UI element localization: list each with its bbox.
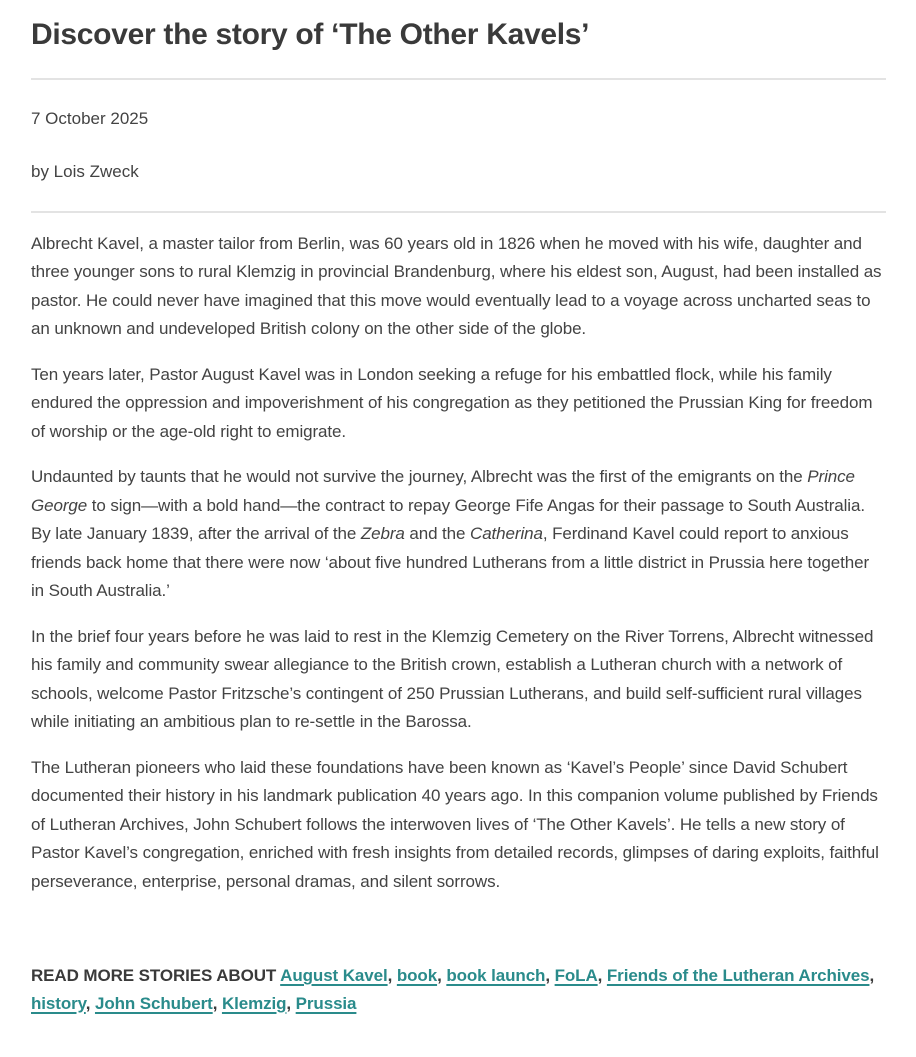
italic-text: Prince George <box>31 467 855 515</box>
paragraph <box>31 754 886 897</box>
tag-link[interactable]: John Schubert <box>94 993 213 1013</box>
article-date: 7 October 2025 <box>31 108 149 128</box>
article-byline: by Lois Zweck <box>31 161 139 181</box>
tag-list: August Kavel, book, book launch, FoLA, Friends of the Lutheran Archives, history, John Schubert, Klemzig, Prussia <box>31 966 875 1013</box>
paragraph <box>31 623 886 737</box>
text-run: and the <box>404 524 471 543</box>
italic-text: Catherina <box>470 524 543 543</box>
tag-link[interactable]: history <box>31 993 86 1013</box>
italic-text: Zebra <box>360 524 405 543</box>
tag-link[interactable]: book <box>396 966 438 985</box>
tag-link[interactable]: FoLA <box>554 966 598 985</box>
tags-section <box>31 962 886 1017</box>
tag-link[interactable]: book launch <box>446 966 546 985</box>
paragraph <box>31 230 886 344</box>
page-title: Discover the story of ‘The Other Kavels’ <box>31 18 590 51</box>
paragraph <box>31 463 886 606</box>
divider-meta <box>31 211 886 213</box>
tag-link[interactable]: Klemzig <box>221 993 287 1013</box>
article-body <box>31 230 886 897</box>
text-run: The Lutheran pioneers who laid these foundations have been known as ‘Kavel’s People’ since David Schubert documented their history in his landmark publication 40 years ago. In this companion volume published by Friends of Lutheran Archives, John Schubert follows the interwoven lives of ‘The Other Kavels’. He tells a new story of Pastor Kavel’s congregation, enriched with fresh insights from detailed records, glimpses of daring exploits, faithful perseverance, enterprise, personal dramas, and silent sorrows. <box>31 757 879 891</box>
text-run: Ten years later, Pastor August Kavel was in London seeking a refuge for his embattled flock, while his family endured the oppression and impoverishment of his congregation as they petitioned the Prussian King for freedom of worship or the age-old right to emigrate. <box>31 364 873 441</box>
text-run: to sign—with a bold hand—the contract to repay George Fife Angas for their passage to South Australia. By late January 1839, after the arrival of the <box>31 495 865 543</box>
text-run: , Ferdinand Kavel could report to anxious friends back home that there were now ‘about five hundred Lutherans from a little district in Prussia here together in South Australia.’ <box>31 524 870 600</box>
tag-link[interactable]: Prussia <box>295 993 357 1013</box>
tag-link[interactable]: Friends of the Lutheran Archives <box>606 966 870 985</box>
tag-link[interactable]: August Kavel <box>280 966 388 985</box>
text-run: Albrecht Kavel, a master tailor from Berlin, was 60 years old in 1826 when he moved with his wife, daughter and three younger sons to rural Klemzig in provincial Brandenburg, where his eldest son, August, had been installed as pastor. He could never have imagined that this move would eventually lead to a voyage across uncharted seas to an unknown and undeveloped British colony on the other side of the globe. <box>31 233 882 338</box>
paragraph <box>31 361 886 447</box>
text-run: Undaunted by taunts that he would not survive the journey, Albrecht was the first of the emigrants on the <box>31 467 808 486</box>
text-run: In the brief four years before he was laid to rest in the Klemzig Cemetery on the River Torrens, Albrecht witnessed his family and community swear allegiance to the British crown, establish a Lutheran church with a network of schools, welcome Pastor Fritzsche’s contingent of 250 Prussian Lutherans, and build self-sufficient rural villages while initiating an ambitious plan to re-settle in the Barossa. <box>31 626 874 731</box>
divider-top <box>31 78 886 80</box>
tags-prefix: READ MORE STORIES ABOUT <box>31 966 277 985</box>
